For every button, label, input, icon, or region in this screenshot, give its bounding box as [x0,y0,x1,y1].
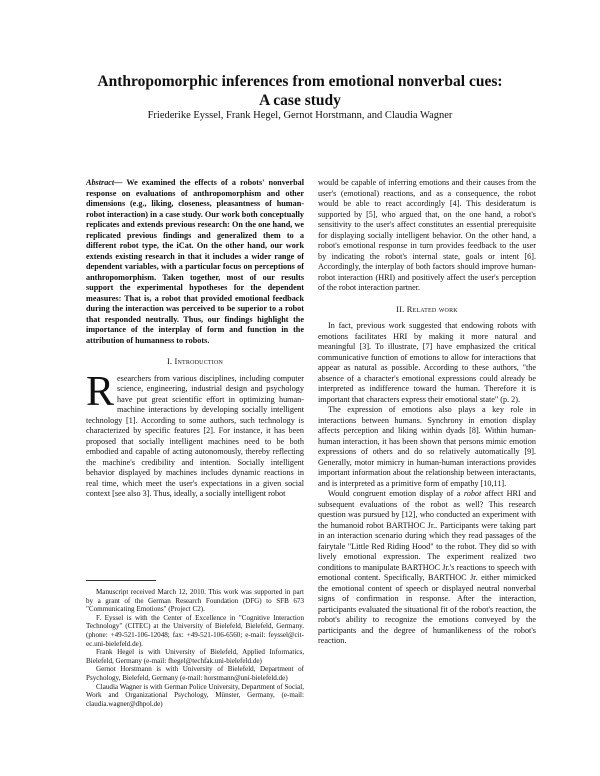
intro-paragraph [86,368,304,500]
section-heading-related-work [318,305,536,316]
intro-text: esearchers from various disciplines, including computer science, engineering, industrial design and psychology have put great scientific effort in optimizing human-machine interactions by developing socially intelligent technology [1]. According to some authors, such technology is characterized by specific features [2]. For instance, it has been proposed that socially intelligent machines need to be both embodied and capable of acting autonomously, thereby reflecting the machine's credibility and intention. Socially intelligent behavior displayed by machines includes dynamic reactions in real time, which meet the user's expectations in a given social context [see also 3]. Thus, ideally, a socially intelligent robot [86,373,304,498]
continued-paragraph: would be capable of inferring emotions and their causes from the user's (emotional) reactions, and as a consequence, the robot would be able to react accordingly [4]. This desideratum is supported by [5], who argued that, on the one hand, a robot's sensitivity to the user's affect constitutes an essential prerequisite for displaying socially intelligent behavior. On the other hand, a robot's emotional response in turn provides feedback to the user by indicating the robot's internal state, goals or intent [6]. Accordingly, the interplay of both factors should improve human-robot interaction (HRI) and positively affect the user's perception of the robot interaction partner. [318,178,536,292]
paragraph-text: affect HRI and subsequent evaluations of the robot as well? This research question was pursued by [12], who conducted an experiment with the humanoid robot BARTHOC Jr.. Participants were taking part in an interaction scenario during which they read passages of the fairytale "Little Red Riding Hood" to the robot. They did so with lively emotional expression. The experiment realized two conditions to manipulate BARTHOC Jr.'s reactions to speech with emotional content. Specifically, BARTHOC Jr. either mimicked the emotional content of speech or displayed neutral nonverbal signs of confirmation in response. After the interaction, participants evaluated the situational fit of the robot's reaction, the robot's ability to recognize the emotions conveyed by the participants and the degree of humanlikeness of the robot's reaction. [318,489,536,645]
footnotes [86,588,304,708]
footnote: Gernot Horstmann is with University of Bielefeld, Department of Psychology, Bielefeld, Germany (e-mail: horstmann@uni-bielefeld.de) [86,665,304,682]
author-list: Friederike Eyssel, Frank Hegel, Gernot Horstmann, and Claudia Wagner [147,110,453,121]
related-paragraph-1: In fact, previous work suggested that endowing robots with emotions facilitates HRI by making it more natural and meaningful [3]. To illustrate, [7] have emphasized the critical communicative function of emotions to allow for interactions that appear as natural as possible. According to these authors, "the absence of a character's emotional expressions could already be interpreted as indifference toward the human. Therefore it is important that characters express their emotional state" (p. 2). [318,321,536,404]
paper-title [0,72,600,110]
footnote: Claudia Wagner is with German Police University, Department of Social, Work and Organizational Psychology, Münster, Germany, (e-mail: claudia.wagner@dhpol.de) [86,682,304,708]
section-number: II. [396,304,407,314]
paragraph-text: Would congruent emotion display of a [328,489,464,498]
section-title: Related work [406,304,458,314]
footnote: Frank Hegel is with University of Bielefeld, Applied Informatics, Bielefeld, Germany (e-mail: fhegel@techfak.uni-bielefeld.de) [86,648,304,665]
footnote: F. Eyssel is with the Center of Excellence in "Cognitive Interaction Technology" (CITEC) at the University of Bielefeld, Bielefeld, Germany. (phone: +49-521-106-12048; fax: +49-521-106-6560; e-mail: feyssel@cit-ec.uni-bielefeld.de). [86,613,304,648]
left-column [86,178,304,500]
footnote-rule [86,580,156,581]
footnote: Manuscript received March 12, 2010. This work was supported in part by a grant of the German Research Foundation (DFG) to SFB 673 "Communicating Emotions" (Project C2). [86,588,304,614]
section-heading-introduction [86,357,304,368]
section-title: Introduction [174,357,224,366]
abstract-lead: Abstract— [86,178,123,187]
title-line-2: A case study [259,92,341,109]
abstract [86,178,304,346]
drop-cap: R [86,368,115,415]
abstract-text: We examined the effects of a robots' nonverbal response on evaluations of anthropomorphism and other dimensions (e.g., liking, closeness, pleasantness of human-robot interaction) in a case study. Our work both conceptually replicates and extends previous research: On the one hand, we replicated previous findings and generalized them to a different robot type, the iCat. On the other hand, our work extends existing research in that it includes a wider range of dependent variables, with a particular focus on perceptions of anthropomorphism. Taken together, most of our results support the experimental hypotheses for the dependent measures: That is, a robot that provided emotional feedback during the interaction was perceived to be superior to a robot that responded neutrally. Thus, our findings highlight the importance of the interplay of form and function in the attribution of humanness to robots. [86,178,304,345]
title-line-1: Anthropomorphic inferences from emotional nonverbal cues: [97,73,503,90]
right-column [318,178,536,647]
related-paragraph-2: The expression of emotions also plays a key role in interactions between humans. Synchrony in emotion display affects perception and liking within dyads [8]. Within human-human interaction, it has been shown that persons mimic emotion expressions of others and do so relatively automatically [9]. Generally, motor mimicry in human-human interactions provides important information about the relationship between interactants, and is interpreted as a primitive form of empathy [10,11]. [318,405,536,488]
section-number: I. [166,357,175,366]
emphasis: robot [463,489,482,498]
related-paragraph-3 [318,489,536,647]
